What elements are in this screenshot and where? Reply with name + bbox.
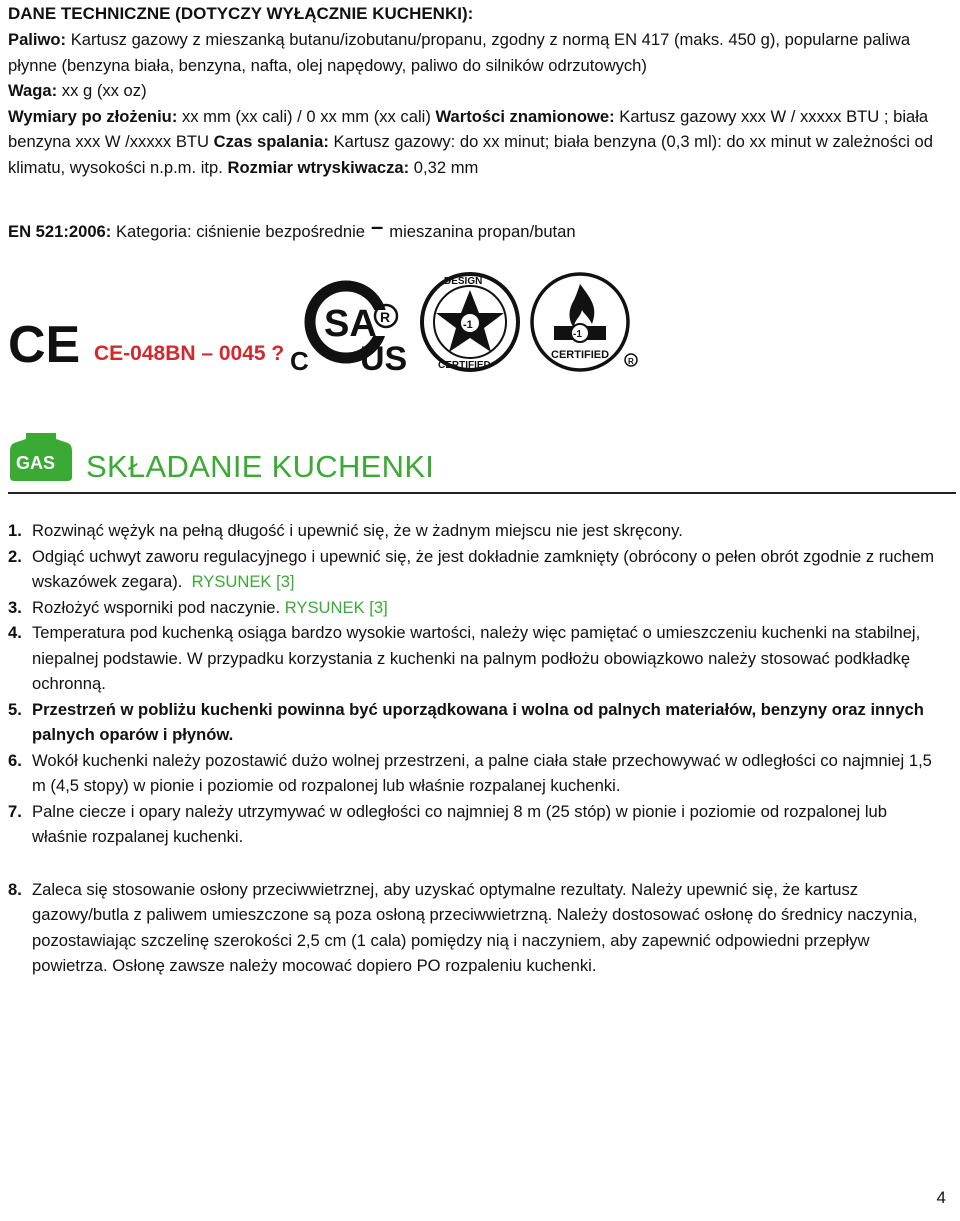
- step-text: Rozłożyć wsporniki pod naczynie.: [32, 597, 281, 617]
- assembly-steps-list: [8, 518, 943, 979]
- fuel-label: Paliwo:: [8, 30, 67, 49]
- step-text: Zaleca się stosowanie osłony przeciwwietrznej, aby uzyskać optymalne rezultaty. Należy upewnić się, że kartusz gazowy/butla z paliwem umieszczone są poza osłoną przeciwwietrzną. Należy dostosować osłonę do średnicy naczynia, pozostawiając szczelinę szerokości 2,5 cm (1 cala) pomiędzy nią i naczyniem, aby zapewnić odpowiedni przepływ powietrza. Osłonę zawsze należy mocować dopiero PO rozpaleniu kuchenki.: [32, 879, 918, 975]
- list-item: [8, 595, 943, 621]
- en-text-category: Kategoria: ciśnienie bezpośrednie: [111, 222, 366, 241]
- en-label: EN 521:2006:: [8, 222, 112, 241]
- figure-reference: RYSUNEK [3]: [191, 572, 295, 591]
- list-item: [8, 620, 943, 697]
- burn-text: Kartusz gazowy: do xx minut; biała benzyna (0,3 ml): do xx minut w zależności od klimatu, wysokości n.p.m. itp.: [8, 132, 934, 177]
- step-number: 1.: [8, 521, 22, 540]
- csa-c: C: [290, 346, 309, 376]
- list-item: [8, 697, 943, 748]
- flame-seal-certified: CERTIFIED: [551, 349, 610, 361]
- csa-letters: SA: [324, 303, 377, 345]
- csa-logo: [290, 286, 407, 378]
- step-text: Wokół kuchenki należy pozostawić dużo wolnej przestrzeni, a palne ciała stałe przechowywać w odległości co najmniej 1,5 m (4,5 stopy) w pionie i poziomie od rozpalonej lub właśnie rozpalanej kuchenki.: [32, 750, 932, 795]
- list-item: [8, 799, 943, 850]
- step-number: 5.: [8, 699, 22, 719]
- tech-specs-paragraph: [8, 27, 943, 180]
- flame-seal-registered: R: [628, 357, 634, 366]
- dims-text: xx mm (xx cali) / 0 xx mm (xx cali): [177, 106, 436, 126]
- step-number: 7.: [8, 801, 22, 821]
- csa-us: US: [360, 340, 408, 378]
- section-divider: [8, 492, 956, 494]
- csa-registered-mark: R: [380, 309, 391, 325]
- step-text: Odgiąć uchwyt zaworu regulacyjnego i upewnić się, że jest dokładnie zamknięty (obrócony o pełen obrót zgodnie z ruchem wskazówek zegara).: [32, 546, 935, 591]
- certified-flame-seal: [532, 274, 637, 370]
- design-seal-bottom-text: CERTIFIED: [438, 360, 491, 371]
- fuel-text: Kartusz gazowy z mieszanką butanu/izobutanu/propanu, zgodny z normą EN 417 (maks. 450 g), popularne paliwa płynne (benzyna biała, benzyna, nafta, olej napędowy, paliwo do silników odrzutowych): [8, 30, 911, 75]
- step-number: 4.: [8, 623, 22, 642]
- list-item: [8, 748, 943, 799]
- en-dash: –: [371, 214, 384, 239]
- ce-mark-logo: CE: [8, 316, 81, 374]
- certification-logos: [8, 270, 648, 380]
- jet-label: Rozmiar wtryskiwacza:: [227, 157, 410, 177]
- ratings-text: Kartusz gazowy xxx W / xxxxx BTU ; biała benzyna xxx W /xxxxx BTU: [8, 106, 929, 151]
- dims-label: Wymiary po złożeniu:: [8, 106, 178, 126]
- en-standard-line: [8, 214, 576, 243]
- weight-text: xx g (xx oz): [57, 81, 147, 100]
- en-text-mixture: mieszanina propan/butan: [389, 222, 576, 241]
- step-text: Rozwinąć wężyk na pełną długość i upewnić się, że w żadnym miejscu nie jest skręcony.: [32, 521, 683, 540]
- flame-seal-badge: -1: [573, 329, 582, 340]
- ce-code: CE-048BN – 0045 ?: [94, 342, 285, 365]
- jet-text: 0,32 mm: [409, 157, 479, 177]
- tech-specs-heading: DANE TECHNICZNE (DOTYCZY WYŁĄCZNIE KUCHENKI):: [8, 4, 474, 23]
- step-number: 6.: [8, 750, 22, 770]
- section-title: SKŁADANIE KUCHENKI: [86, 449, 435, 484]
- ratings-label: Wartości znamionowe:: [435, 106, 615, 126]
- step-number: 8.: [8, 879, 22, 899]
- page-number: 4: [936, 1188, 946, 1207]
- gas-icon-label: GAS: [16, 453, 56, 473]
- gas-icon: [8, 429, 74, 481]
- weight-label: Waga:: [8, 81, 58, 100]
- assembly-section-header: [8, 425, 948, 495]
- step-text: Przestrzeń w pobliżu kuchenki powinna być uporządkowana i wolna od palnych materiałów, benzyny oraz innych palnych oparów i płynów.: [32, 699, 924, 744]
- step-number: 2.: [8, 546, 22, 566]
- list-item: [8, 518, 943, 544]
- figure-reference: RYSUNEK [3]: [284, 597, 388, 617]
- step-number: 3.: [8, 597, 22, 617]
- step-text: Temperatura pod kuchenką osiąga bardzo wysokie wartości, należy więc pamiętać o umieszczeniu kuchenki na stabilnej, niepalnej podstawie. W przypadku korzystania z kuchenki na palnym podłożu obowiązkowo należy stosować podkładkę ochronną.: [32, 623, 921, 693]
- design-seal-top-text: DESIGN: [444, 276, 483, 287]
- design-seal-badge: -1: [463, 319, 473, 331]
- burn-label: Czas spalania:: [213, 132, 329, 151]
- list-item: [8, 877, 943, 979]
- design-certified-seal: [422, 274, 518, 371]
- list-item: [8, 544, 943, 595]
- step-text: Palne ciecze i opary należy utrzymywać w odległości co najmniej 8 m (25 stóp) w pionie i poziomie od rozpalonej lub właśnie rozpalanej kuchenki.: [32, 801, 887, 846]
